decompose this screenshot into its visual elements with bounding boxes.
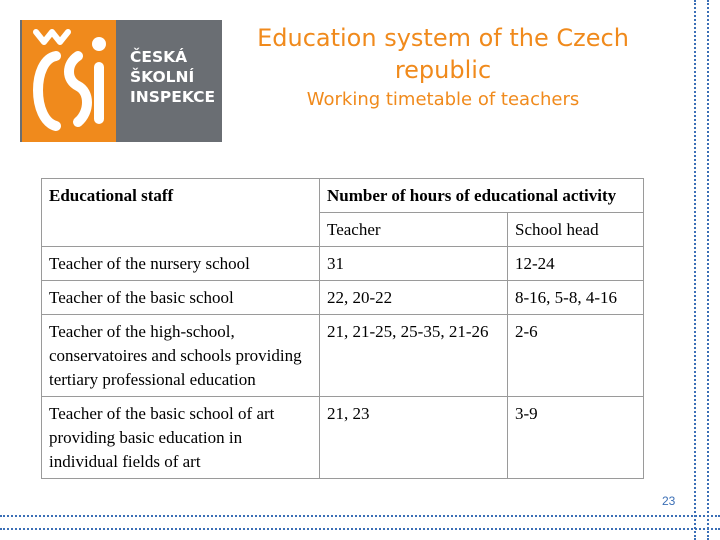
cell-staff: Teacher of the basic school of art providing basic education in individual fields of art — [42, 397, 320, 479]
timetable-table — [41, 178, 644, 479]
slide-subtitle: Working timetable of teachers — [306, 89, 580, 110]
cell-teacher-hours: 31 — [320, 247, 508, 281]
cell-staff: Teacher of the high-school, conservatoires and schools providing tertiary professional education — [42, 315, 320, 397]
decorative-border-right-inner — [694, 0, 696, 540]
table-row — [42, 247, 644, 281]
slide-title: Education system of the Czech republic — [257, 24, 629, 84]
table-row — [42, 315, 644, 397]
table-row — [42, 397, 644, 479]
csi-logo-glyph — [22, 20, 116, 142]
logo-line-2: ŠKOLNÍ — [130, 68, 195, 86]
logo-line-1: ČESKÁ — [130, 48, 188, 66]
cell-teacher-hours: 21, 21-25, 25-35, 21-26 — [320, 315, 508, 397]
logo-line-3: INSPEKCE — [130, 88, 216, 106]
decorative-border-right-outer — [707, 0, 709, 540]
cell-head-hours: 12-24 — [508, 247, 644, 281]
csi-logo-mark — [22, 20, 116, 142]
decorative-border-bottom-upper — [0, 515, 720, 517]
subheader-teacher: Teacher — [320, 213, 508, 247]
csi-logo — [20, 20, 222, 142]
cell-head-hours: 3-9 — [508, 397, 644, 479]
header-hours: Number of hours of educational activity — [320, 179, 644, 213]
decorative-border-bottom-lower — [0, 528, 720, 530]
table-row — [42, 281, 644, 315]
cell-staff: Teacher of the nursery school — [42, 247, 320, 281]
header-educational-staff: Educational staff — [42, 179, 320, 247]
table-header-row — [42, 179, 644, 213]
cell-head-hours: 8-16, 5-8, 4-16 — [508, 281, 644, 315]
csi-logo-text — [130, 47, 215, 107]
cell-teacher-hours: 22, 20-22 — [320, 281, 508, 315]
cell-staff: Teacher of the basic school — [42, 281, 320, 315]
cell-teacher-hours: 21, 23 — [320, 397, 508, 479]
page-number: 23 — [662, 494, 676, 508]
cell-head-hours: 2-6 — [508, 315, 644, 397]
subheader-school-head: School head — [508, 213, 644, 247]
